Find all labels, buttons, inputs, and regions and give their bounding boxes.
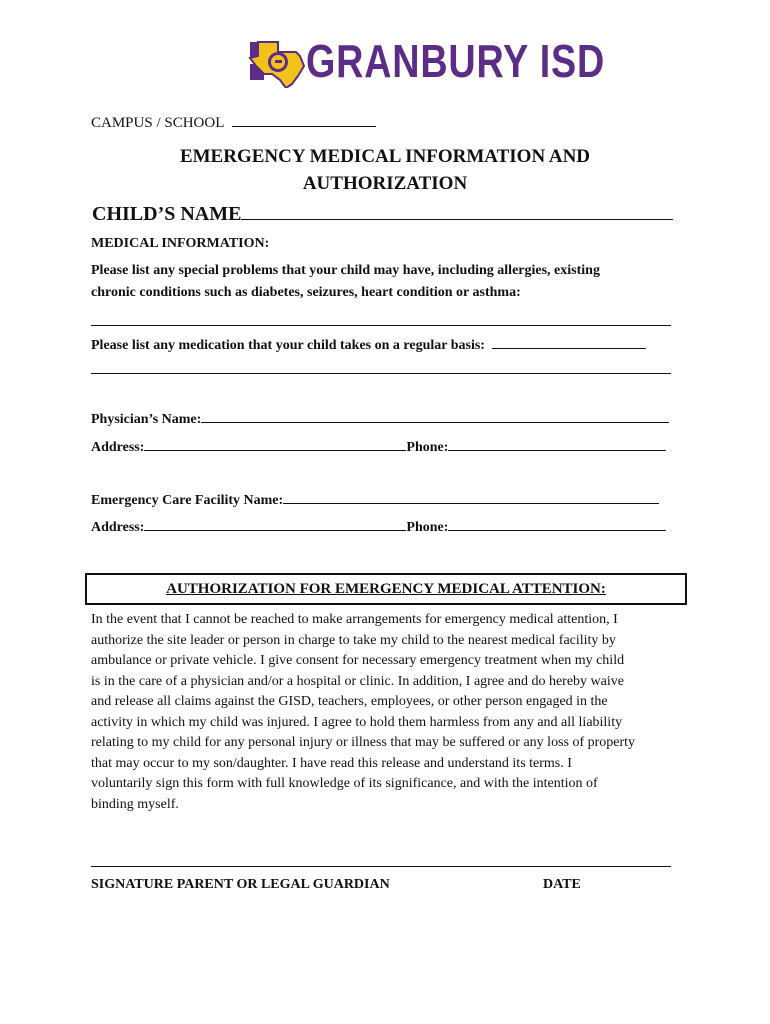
facility-address-label: Address:	[91, 520, 145, 535]
date-label: DATE	[543, 877, 581, 892]
physician-name-field	[91, 412, 669, 428]
authorization-line: voluntarily sign this form with full knowledge of its significance, and with the intention of	[91, 776, 598, 791]
facility-name-label: Emergency Care Facility Name:	[91, 493, 284, 508]
physician-address-label: Address:	[91, 440, 145, 455]
signature-label: SIGNATURE PARENT OR LEGAL GUARDIAN	[91, 877, 390, 892]
authorization-line: is in the care of a physician and/or a hospital or clinic. In addition, I agree and do hereby waive	[91, 673, 624, 689]
medical-info-heading: MEDICAL INFORMATION:	[91, 236, 270, 251]
authorization-line: relating to my child for any personal injury or illness that may be suffered or any loss of property	[91, 735, 636, 750]
authorization-line: ambulance or private vehicle. I give consent for necessary emergency treatment when my child	[91, 653, 625, 668]
authorization-heading: AUTHORIZATION FOR EMERGENCY MEDICAL ATTENTION:	[166, 581, 606, 597]
authorization-line: binding myself.	[91, 796, 179, 812]
physician-address-phone-row	[91, 440, 666, 456]
authorization-line: authorize the site leader or person in charge to take my child to the nearest medical facility by	[91, 632, 616, 648]
authorization-line: In the event that I cannot be reached to make arrangements for emergency medical attention, I	[91, 612, 618, 627]
special-problems-answer-line[interactable]	[91, 325, 671, 326]
title-line-1: EMERGENCY MEDICAL INFORMATION AND	[179, 146, 591, 167]
campus-school-field	[91, 115, 376, 132]
physician-name-label: Physician’s Name:	[91, 412, 202, 427]
special-problems-prompt-line-1: Please list any special problems that your child may have, including allergies, existing	[91, 263, 600, 278]
facility-phone-label: Phone:	[406, 520, 449, 535]
authorization-heading-box	[85, 573, 687, 605]
facility-address-line[interactable]	[144, 530, 406, 531]
facility-phone-line[interactable]	[448, 530, 666, 531]
medication-line[interactable]	[492, 348, 646, 349]
physician-phone-label: Phone:	[406, 440, 449, 455]
authorization-paragraph	[91, 610, 691, 815]
authorization-line: that may occur to my son/daughter. I have read this release and understand its terms. I	[91, 755, 572, 771]
facility-name-field	[91, 493, 659, 509]
medication-answer-line[interactable]	[91, 373, 671, 374]
document-title	[0, 143, 770, 197]
authorization-line: activity in which my child was injured. I agree to hold them harmless from any and all liability	[91, 714, 623, 730]
physician-phone-line[interactable]	[448, 450, 666, 451]
child-name-line[interactable]	[241, 219, 673, 220]
physician-name-line[interactable]	[201, 422, 669, 423]
campus-school-line[interactable]	[232, 126, 376, 127]
child-name-label: CHILD’S NAME	[92, 203, 242, 225]
signature-line[interactable]	[91, 866, 671, 867]
title-line-2: AUTHORIZATION	[302, 173, 468, 194]
physician-address-line[interactable]	[144, 450, 406, 451]
authorization-line: and release all claims against the GISD, teachers, employees, or other person engaged in the	[91, 694, 608, 709]
special-problems-prompt-line-2: chronic conditions such as diabetes, seizures, heart condition or asthma:	[91, 285, 521, 300]
facility-address-phone-row	[91, 520, 666, 536]
child-name-field	[92, 203, 673, 226]
facility-name-line[interactable]	[283, 503, 659, 504]
medication-label: Please list any medication that your child takes on a regular basis:	[91, 338, 485, 353]
medication-field	[91, 338, 646, 354]
logo-text: GRANBURY ISD	[306, 35, 606, 87]
campus-school-label: CAMPUS / SCHOOL	[91, 115, 224, 131]
